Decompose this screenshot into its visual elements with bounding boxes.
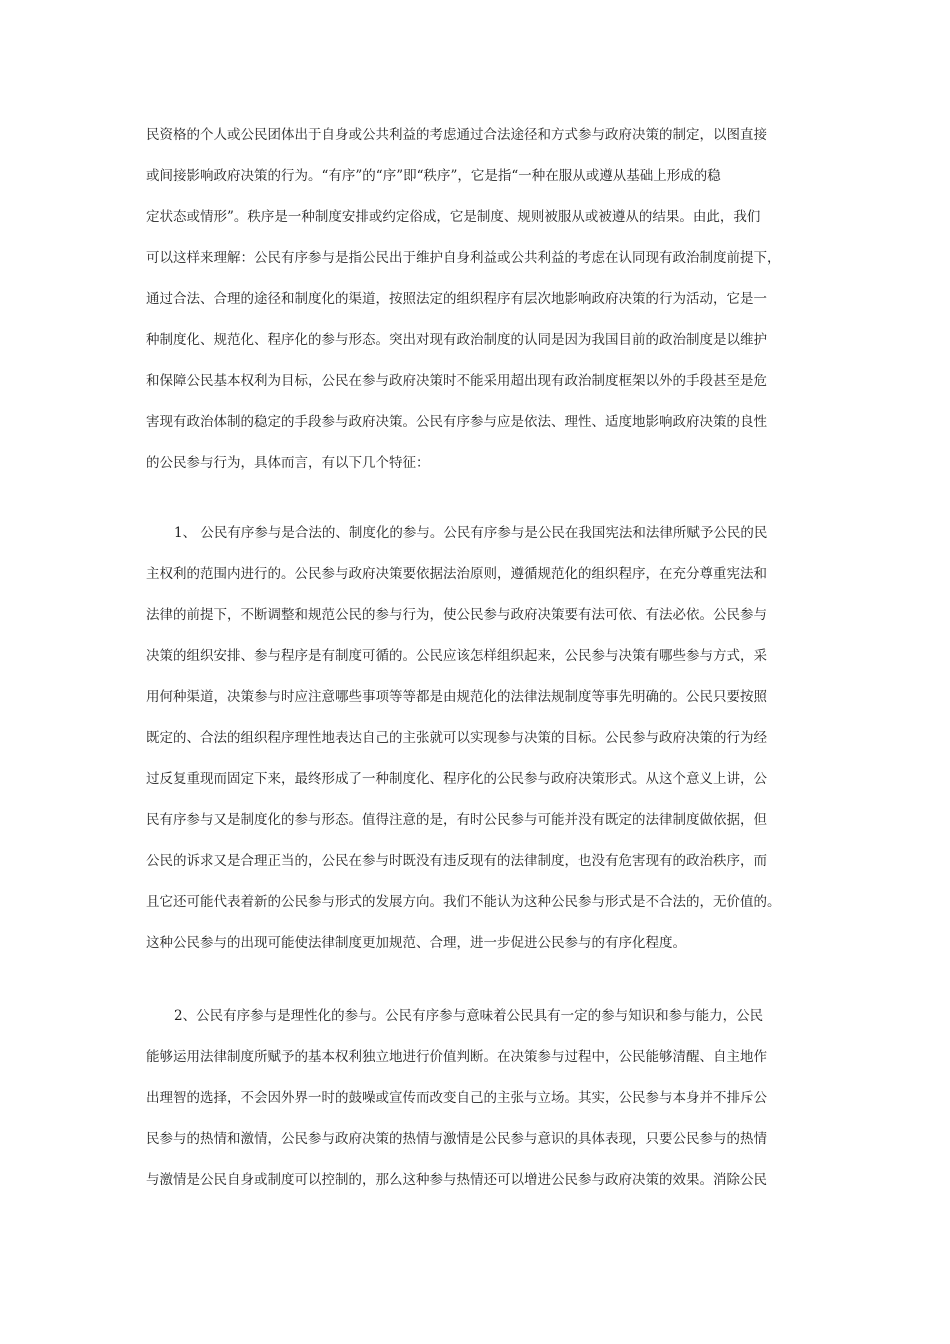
text-line: 出理智的选择，不会因外界一时的鼓噪或宣传而改变自己的主张与立场。其实，公民参与本身并不排斥公	[146, 1090, 767, 1106]
text-line: 2、公民有序参与是理性化的参与。公民有序参与意味着公民具有一定的参与知识和参与能力，公民	[174, 1008, 764, 1024]
text-line: 定状态或情形”。秩序是一种制度安排或约定俗成，它是制度、规则被服从或被遵从的结果。由此，我们	[146, 209, 761, 225]
text-line: 与激情是公民自身或制度可以控制的，那么这种参与热情还可以增进公民参与政府决策的效果。消除公民	[146, 1172, 767, 1188]
text-line: 通过合法、合理的途径和制度化的渠道，按照法定的组织程序有层次地影响政府决策的行为活动，它是一	[146, 291, 767, 307]
text-line: 种制度化、规范化、程序化的参与形态。突出对现有政治制度的认同是因为我国目前的政治制度是以维护	[146, 332, 767, 348]
text-line: 或间接影响政府决策的行为。“有序”的“序”即“秩序”，它是指“一种在服从或遵从基础上形成的稳	[146, 168, 721, 184]
text-line: 用何种渠道，决策参与时应注意哪些事项等等都是由规范化的法律法规制度等事先明确的。公民只要按照	[146, 689, 767, 705]
text-line: 法律的前提下，不断调整和规范公民的参与行为，使公民参与政府决策要有法可依、有法必依。公民参与	[146, 607, 767, 623]
text-line: 1、 公民有序参与是合法的、制度化的参与。公民有序参与是公民在我国宪法和法律所赋予公民的民	[174, 525, 768, 541]
paragraph-feature-2	[146, 996, 806, 1201]
text-line: 和保障公民基本权利为目标，公民在参与政府决策时不能采用超出现有政治制度框架以外的手段甚至是危	[146, 373, 767, 389]
text-line: 可以这样来理解：公民有序参与是指公民出于维护自身利益或公共利益的考虑在认同现有政治制度前提下，	[146, 250, 781, 266]
text-line: 既定的、合法的组织程序理性地表达自己的主张就可以实现参与决策的目标。公民参与政府决策的行为经	[146, 730, 767, 746]
text-line: 且它还可能代表着新的公民参与形式的发展方向。我们不能认为这种公民参与形式是不合法的，无价值的。	[146, 894, 781, 910]
text-line: 决策的组织安排、参与程序是有制度可循的。公民应该怎样组织起来，公民参与决策有哪些参与方式，采	[146, 648, 767, 664]
text-line: 害现有政治体制的稳定的手段参与政府决策。公民有序参与应是依法、理性、适度地影响政府决策的良性	[146, 414, 767, 430]
text-line: 主权利的范围内进行的。公民参与政府决策要依据法治原则，遵循规范化的组织程序，在充分尊重宪法和	[146, 566, 767, 582]
text-line: 民资格的个人或公民团体出于自身或公共利益的考虑通过合法途径和方式参与政府决策的制定，以图直接	[146, 127, 767, 143]
text-line: 的公民参与行为，具体而言，有以下几个特征：	[146, 455, 430, 471]
text-line: 过反复重现而固定下来，最终形成了一种制度化、程序化的公民参与政府决策形式。从这个意义上讲，公	[146, 771, 767, 787]
paragraph-intro	[146, 115, 806, 484]
text-line: 这种公民参与的出现可能使法律制度更加规范、合理，进一步促进公民参与的有序化程度。	[146, 935, 686, 951]
text-line: 民参与的热情和激情，公民参与政府决策的热情与激情是公民参与意识的具体表现，只要公民参与的热情	[146, 1131, 767, 1147]
text-line: 民有序参与又是制度化的参与形态。值得注意的是，有时公民参与可能并没有既定的法律制度做依据，但	[146, 812, 767, 828]
text-line: 能够运用法律制度所赋予的基本权利独立地进行价值判断。在决策参与过程中，公民能够清醒、自主地作	[146, 1049, 767, 1065]
paragraph-feature-1	[146, 513, 806, 964]
text-line: 公民的诉求又是合理正当的，公民在参与时既没有违反现有的法律制度，也没有危害现有的政治秩序，而	[146, 853, 767, 869]
